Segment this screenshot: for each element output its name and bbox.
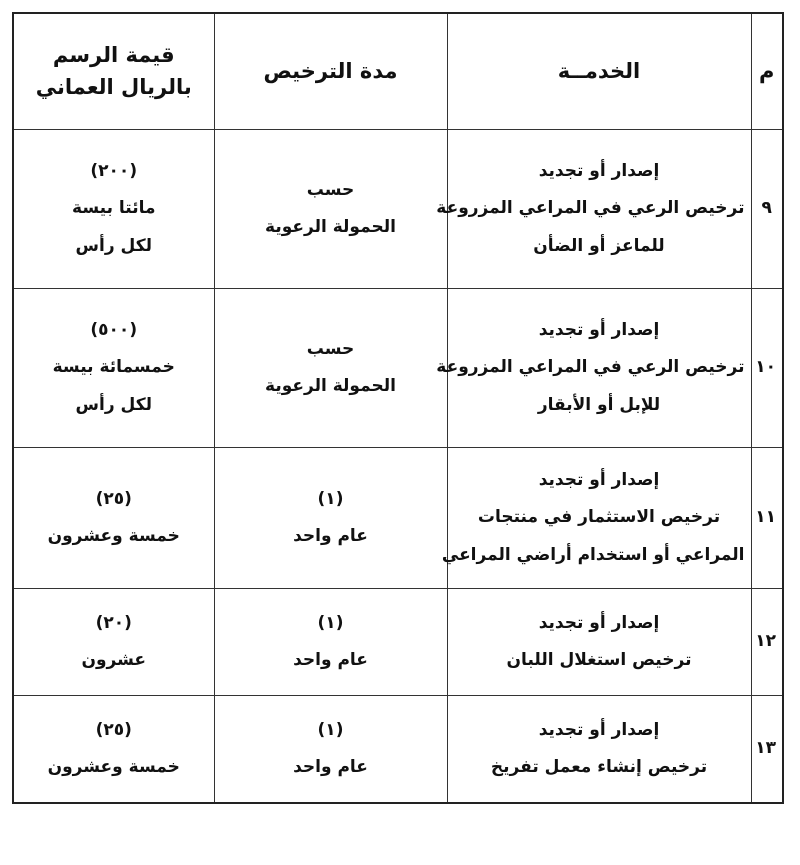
fee-cell — [13, 696, 214, 804]
header-fee — [13, 13, 214, 130]
service-line: المراعي أو استخدام أراضي المراعي — [441, 544, 745, 565]
service-line: إصدار أو تجديد — [538, 469, 660, 490]
fee-line: (٢٠٠) — [90, 160, 138, 181]
duration-line: عام واحد — [293, 650, 368, 670]
service-cell — [441, 448, 751, 589]
fee-cell — [13, 130, 214, 289]
table-row — [13, 589, 783, 696]
fees-table — [12, 12, 784, 804]
service-line: إصدار أو تجديد — [538, 612, 660, 633]
duration-line: (١) — [317, 719, 344, 740]
row-number: ١٢ — [751, 589, 783, 696]
fee-line: (٥٠٠) — [90, 319, 138, 340]
service-line: ترخيص الرعي في المراعي المزروعة — [436, 198, 745, 219]
row-number: ٩ — [751, 130, 783, 289]
duration-line: عام واحد — [293, 757, 368, 777]
fee-line: خمسمائة بيسة — [52, 357, 175, 378]
fee-cell — [13, 448, 214, 589]
duration-line: (١) — [317, 488, 344, 509]
service-line: ترخيص استغلال اللبان — [506, 650, 692, 670]
row-number: ١٠ — [751, 289, 783, 448]
table-row — [13, 130, 783, 289]
fee-line: لكل رأس — [75, 235, 152, 256]
service-cell — [447, 696, 751, 804]
duration-cell — [214, 589, 447, 696]
table-row — [13, 289, 783, 448]
duration-line: عام واحد — [293, 526, 368, 546]
service-line: ترخيص الاستثمار في منتجات — [477, 507, 721, 528]
duration-cell — [214, 289, 447, 448]
fee-line: خمسة وعشرون — [47, 526, 180, 546]
service-cell — [436, 130, 751, 289]
duration-line: حسب — [306, 179, 355, 200]
fee-line: (٢٥) — [95, 719, 132, 740]
duration-cell — [214, 130, 447, 289]
service-line: ترخيص إنشاء معمل تفريخ — [490, 757, 708, 777]
service-line: إصدار أو تجديد — [538, 160, 660, 181]
fee-line: عشرون — [81, 650, 147, 670]
table-row — [13, 448, 783, 589]
row-number: ١١ — [751, 448, 783, 589]
table-header-row — [13, 13, 783, 130]
duration-line: (١) — [317, 612, 344, 633]
header-duration: مدة الترخيص — [214, 13, 447, 130]
header-fee-line1: قيمة الرسم — [52, 43, 175, 67]
service-line: للماعز أو الضأن — [533, 235, 665, 256]
row-number: ١٣ — [751, 696, 783, 804]
fee-line: (٢٥) — [95, 488, 132, 509]
service-line: إصدار أو تجديد — [538, 719, 660, 740]
header-fee-line2: بالريال العماني — [35, 74, 192, 99]
duration-line: الحمولة الرعوية — [265, 217, 396, 237]
service-line: للإبل أو الأبقار — [537, 394, 661, 415]
fee-line: مائتا بيسة — [72, 198, 156, 219]
fee-line: خمسة وعشرون — [47, 757, 180, 777]
service-cell — [447, 589, 751, 696]
fee-line: (٢٠) — [95, 612, 132, 633]
service-line: ترخيص الرعي في المراعي المزروعة — [436, 357, 745, 378]
fee-cell — [13, 289, 214, 448]
duration-cell — [214, 448, 447, 589]
fee-cell — [13, 589, 214, 696]
header-service: الخدمــة — [447, 13, 751, 130]
header-number: م — [751, 13, 783, 130]
service-cell — [436, 289, 751, 448]
duration-cell — [214, 696, 447, 804]
duration-line: الحمولة الرعوية — [265, 376, 396, 396]
service-line: إصدار أو تجديد — [538, 319, 660, 340]
fee-line: لكل رأس — [75, 394, 152, 415]
table-row — [13, 696, 783, 804]
duration-line: حسب — [306, 338, 355, 359]
